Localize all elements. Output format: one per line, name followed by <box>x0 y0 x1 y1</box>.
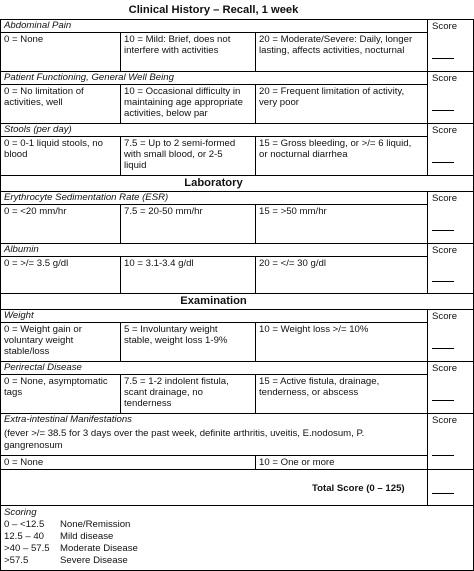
option-text: 15 = >50 mm/hr <box>259 206 327 217</box>
option-text: 10 = Weight loss >/= 10% <box>259 324 369 335</box>
total-score-blank[interactable] <box>432 493 454 494</box>
option-text: 10 = 3.1-3.4 g/dl <box>124 258 194 269</box>
scoring-category: Moderate Disease <box>60 543 138 554</box>
option-text: 10 = Mild: Brief, does not <box>124 34 231 45</box>
score-label: Score <box>432 73 458 84</box>
option-text: 15 = Active fistula, drainage, <box>259 376 380 387</box>
option-text: 0 = None, asymptomatic <box>4 376 108 387</box>
option-text: 5 = Involuntary weight <box>124 324 218 335</box>
score-label: Score <box>432 193 458 204</box>
scoring-label: Scoring <box>4 507 37 518</box>
option-text: 0 = None <box>4 457 44 468</box>
score-blank[interactable] <box>432 281 454 282</box>
scoring-range: >57.5 <box>4 555 29 566</box>
item-label-stools: Stools (per day) <box>4 124 72 135</box>
option-text: 7.5 = 20-50 mm/hr <box>124 206 203 217</box>
item-label-abdominal-pain: Abdominal Pain <box>4 20 72 31</box>
section-laboratory: Laboratory <box>184 177 243 189</box>
scoring-range: >40 – 57.5 <box>4 543 50 554</box>
option-text: very poor <box>259 97 299 108</box>
score-blank[interactable] <box>432 58 454 59</box>
option-text: 10 = One or more <box>259 457 335 468</box>
option-text: tenderness, or abscess <box>259 387 359 398</box>
option-text: tags <box>4 387 23 398</box>
score-blank[interactable] <box>432 455 454 456</box>
option-text: with small blood, or 2-5 <box>124 149 223 160</box>
section-examination: Examination <box>180 295 247 307</box>
option-text: 20 = </= 30 g/dl <box>259 258 326 269</box>
scoring-category: Severe Disease <box>60 555 128 566</box>
score-label: Score <box>432 363 458 374</box>
option-text: tenderness <box>124 398 172 409</box>
option-text: 0 = 0-1 liquid stools, no <box>4 138 103 149</box>
option-text: 15 = Gross bleeding, or >/= 6 liquid, <box>259 138 412 149</box>
item-label-extra-intestinal: Extra-intestinal Manifestations <box>4 414 132 425</box>
option-text: or nocturnal diarrhea <box>259 149 348 160</box>
score-blank[interactable] <box>432 400 454 401</box>
item-label-patient-functioning: Patient Functioning, General Well Being <box>4 72 174 83</box>
scoring-range: 0 – <12.5 <box>4 519 45 530</box>
option-text: stable/loss <box>4 346 50 357</box>
scoring-range: 12.5 – 40 <box>4 531 45 542</box>
scoring-category: Mild disease <box>60 531 114 542</box>
option-text: lasting, affects activities, nocturnal <box>259 45 405 56</box>
option-text: 0 = <20 mm/hr <box>4 206 67 217</box>
option-text: 0 = >/= 3.5 g/dl <box>4 258 69 269</box>
item-label-esr: Erythrocyte Sedimentation Rate (ESR) <box>4 192 169 203</box>
option-text: 0 = Weight gain or <box>4 324 82 335</box>
item-label-perirectal-disease: Perirectal Disease <box>4 362 82 373</box>
score-blank[interactable] <box>432 162 454 163</box>
option-text: 0 = No limitation of <box>4 86 84 97</box>
score-label: Score <box>432 21 458 32</box>
option-text: 10 = Occasional difficulty in <box>124 86 241 97</box>
item-note: gangrenosum <box>4 440 63 451</box>
score-label: Score <box>432 125 458 136</box>
score-label: Score <box>432 415 458 426</box>
scoring-category: None/Remission <box>60 519 131 530</box>
option-text: blood <box>4 149 28 160</box>
option-text: 7.5 = Up to 2 semi-formed <box>124 138 236 149</box>
score-blank[interactable] <box>432 110 454 111</box>
option-text: scant drainage, no <box>124 387 203 398</box>
score-blank[interactable] <box>432 348 454 349</box>
option-text: activities, below par <box>124 108 208 119</box>
option-text: maintaining age appropriate <box>124 97 243 108</box>
item-note: (fever >/= 38.5 for 3 days over the past week, definite arthritis, uveitis, E.nodosum, P. <box>4 428 365 439</box>
option-text: 0 = None <box>4 34 44 45</box>
score-label: Score <box>432 311 458 322</box>
form-title: Clinical History – Recall, 1 week <box>128 4 299 16</box>
option-text: voluntary weight <box>4 335 74 346</box>
option-text: 20 = Frequent limitation of activity, <box>259 86 405 97</box>
option-text: interfere with activities <box>124 45 219 56</box>
option-text: 7.5 = 1-2 indolent fistula, <box>124 376 229 387</box>
option-text: 20 = Moderate/Severe: Daily, longer <box>259 34 413 45</box>
option-text: activities, well <box>4 97 63 108</box>
option-text: liquid <box>124 160 147 171</box>
item-label-weight: Weight <box>4 310 34 321</box>
score-blank[interactable] <box>432 230 454 231</box>
score-label: Score <box>432 245 458 256</box>
option-text: stable, weight loss 1-9% <box>124 335 228 346</box>
total-score-label: Total Score (0 – 125) <box>312 483 405 494</box>
item-label-albumin: Albumin <box>4 244 39 255</box>
